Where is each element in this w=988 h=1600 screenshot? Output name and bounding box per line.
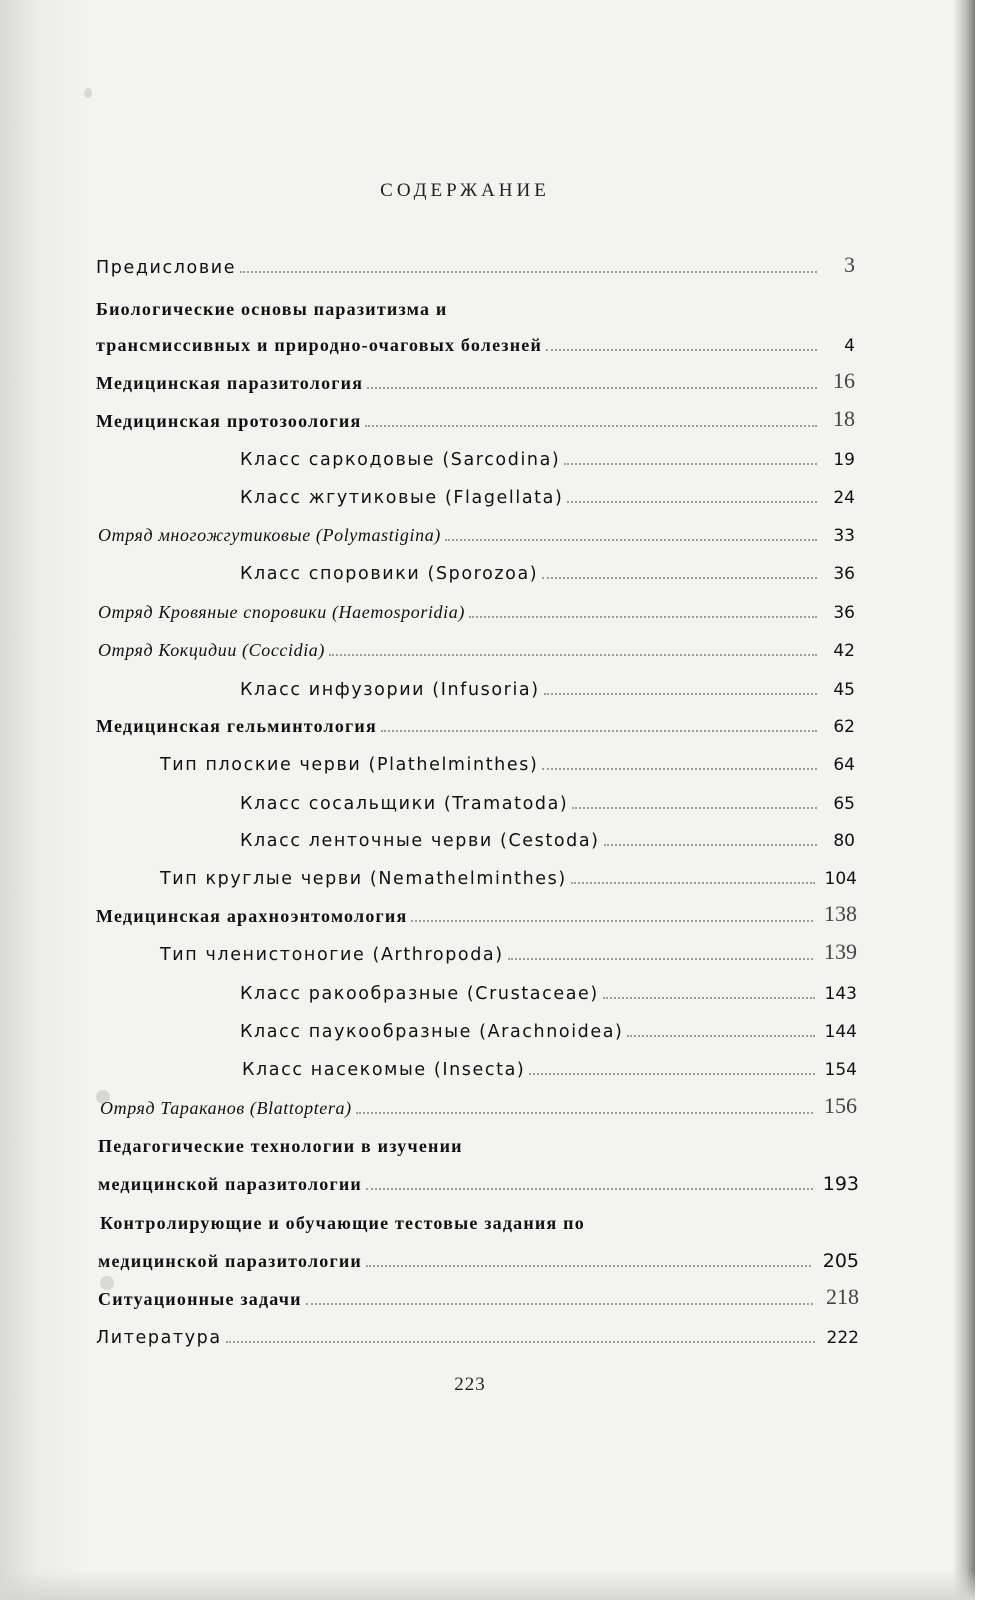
toc-entry-title: Класс споровики (Sporozoa) (240, 564, 539, 584)
toc-entry (0, 741, 975, 775)
toc-entry-title: Биологические основы паразитизма и (96, 299, 448, 319)
toc-entry-page: 24 (833, 488, 855, 508)
toc-entry (0, 436, 975, 470)
toc-entry (0, 817, 975, 851)
toc-entry (0, 855, 975, 889)
toc-entry (0, 893, 975, 927)
toc-entry-title: Отряд Кровяные споровики (Haemosporidia) (98, 602, 465, 622)
toc-entry-title: Класс насекомые (Insecta) (242, 1060, 526, 1080)
toc-entry (0, 474, 975, 508)
toc-entry-title: трансмиссивных и природно-очаговых болезней (96, 335, 543, 355)
toc-entry-title: Педагогические технологии в изучении (98, 1136, 463, 1156)
toc-entry-page: 62 (833, 717, 855, 737)
toc-entry (0, 780, 975, 814)
toc-entry-page: 143 (824, 984, 857, 1004)
toc-entry (0, 627, 975, 661)
toc-entry-title: Медицинская арахноэнтомология (96, 906, 408, 926)
toc-entry (0, 703, 975, 737)
toc-entry-title: Медицинская паразитология (96, 373, 364, 393)
toc-entry-title: Предисловие (96, 258, 237, 278)
toc-entry-title: Класс сосальщики (Tramatoda) (240, 794, 569, 814)
dot-leader (367, 387, 817, 389)
toc-entry-title: Класс жгутиковые (Flagellata) (240, 488, 564, 508)
toc-entry-page: 139 (824, 939, 857, 964)
toc-entry-title: Медицинская протозоология (96, 411, 362, 431)
page-number: 223 (454, 1374, 486, 1395)
toc-entry-page: 16 (833, 368, 855, 393)
toc-entry-page: 4 (844, 336, 855, 356)
toc-entry (0, 244, 975, 278)
dot-leader (306, 1303, 813, 1305)
toc-entry-page: 205 (822, 1250, 859, 1272)
dot-leader (381, 730, 817, 732)
toc-entry (0, 1238, 975, 1272)
toc-entry-title: Контролирующие и обучающие тестовые задания по (100, 1213, 585, 1233)
dot-leader (356, 1112, 813, 1114)
dot-leader (546, 349, 817, 351)
toc-entry-title: Тип круглые черви (Nemathelminthes) (160, 869, 567, 889)
toc-entry-page: 42 (833, 641, 855, 661)
toc-entry-title: медицинской паразитологии (98, 1174, 362, 1194)
toc-entry-title: Класс паукообразные (Arachnoidea) (240, 1022, 624, 1042)
dot-leader (567, 501, 817, 503)
toc-entry (0, 1008, 975, 1042)
dot-leader (366, 1188, 813, 1190)
toc-entry (0, 970, 975, 1004)
toc-entry-page: 104 (824, 869, 857, 889)
toc-entry-title: Класс саркодовые (Sarcodina) (240, 450, 561, 470)
dot-leader (411, 920, 813, 922)
dot-leader (508, 958, 813, 960)
toc-entry-title: Тип плоские черви (Plathelminthes) (160, 755, 539, 775)
dot-leader (366, 1265, 811, 1267)
toc-entry-title: Класс ленточные черви (Cestoda) (240, 831, 600, 851)
toc-entry (0, 1046, 975, 1080)
toc-entry-page: 33 (833, 526, 855, 546)
dot-leader (542, 577, 817, 579)
toc-entry-title: Литература (96, 1328, 222, 1348)
toc-entry-page: 144 (824, 1022, 857, 1042)
toc-entry-page: 80 (833, 831, 855, 851)
toc-entry-page: 36 (833, 603, 855, 623)
toc-entry (0, 1161, 975, 1195)
dot-leader (627, 1035, 815, 1037)
page-shadow-bottom (0, 1570, 975, 1600)
dot-leader (240, 271, 817, 273)
toc-entry (0, 1085, 975, 1119)
toc-entry (0, 1276, 975, 1310)
toc-entry (0, 512, 975, 546)
dot-leader (365, 425, 817, 427)
toc-entry-page: 36 (833, 564, 855, 584)
dot-leader (529, 1073, 815, 1075)
toc-entry-page: 3 (844, 252, 855, 277)
dot-leader (329, 654, 817, 656)
toc-entry (0, 322, 975, 356)
dot-leader (572, 807, 817, 809)
toc-entry (0, 360, 975, 394)
dot-leader (469, 616, 817, 618)
toc-entry-page: 18 (833, 406, 855, 431)
toc-entry-title: Отряд Тараканов (Blattoptera) (100, 1098, 352, 1118)
toc-entry-page: 65 (833, 794, 855, 814)
toc-entry-page: 156 (824, 1093, 857, 1118)
toc-entry (0, 398, 975, 432)
dot-leader (542, 768, 817, 770)
dot-leader (226, 1341, 815, 1343)
toc-entry-title: Отряд многожгутиковые (Polymastigina) (98, 525, 441, 545)
dot-leader (564, 463, 817, 465)
toc-entry-page: 193 (822, 1173, 859, 1195)
toc-entry (0, 931, 975, 965)
toc-entry (0, 1123, 975, 1157)
toc-entry (0, 286, 975, 320)
toc-entry-page: 138 (824, 901, 857, 926)
toc-entry-page: 222 (826, 1328, 859, 1348)
dot-leader (603, 997, 815, 999)
toc-entry-page: 218 (826, 1284, 859, 1309)
toc-entry-title: медицинской паразитологии (98, 1251, 362, 1271)
toc-entry (0, 666, 975, 700)
toc-entry-title: Медицинская гельминтология (96, 716, 377, 736)
toc-entry (0, 589, 975, 623)
dot-leader (571, 882, 815, 884)
toc-entry-page: 154 (824, 1060, 857, 1080)
toc-entry-page: 45 (833, 680, 855, 700)
toc-entry (0, 550, 975, 584)
page-title: СОДЕРЖАНИЕ (380, 180, 550, 201)
toc-entry-title: Ситуационные задачи (98, 1289, 302, 1309)
toc-entry-title: Класс ракообразные (Crustaceae) (240, 984, 599, 1004)
toc-entry (0, 1314, 975, 1348)
scan-smudge (84, 88, 92, 98)
toc-entry-page: 64 (833, 755, 855, 775)
dot-leader (604, 844, 817, 846)
toc-entry (0, 1200, 975, 1234)
toc-entry-title: Класс инфузории (Infusoria) (240, 680, 540, 700)
toc-entry-title: Тип членистоногие (Arthropoda) (160, 945, 504, 965)
toc-entry-page: 19 (833, 450, 855, 470)
toc-entry-title: Отряд Кокцидии (Coccidia) (98, 640, 326, 660)
dot-leader (544, 693, 817, 695)
dot-leader (445, 539, 817, 541)
